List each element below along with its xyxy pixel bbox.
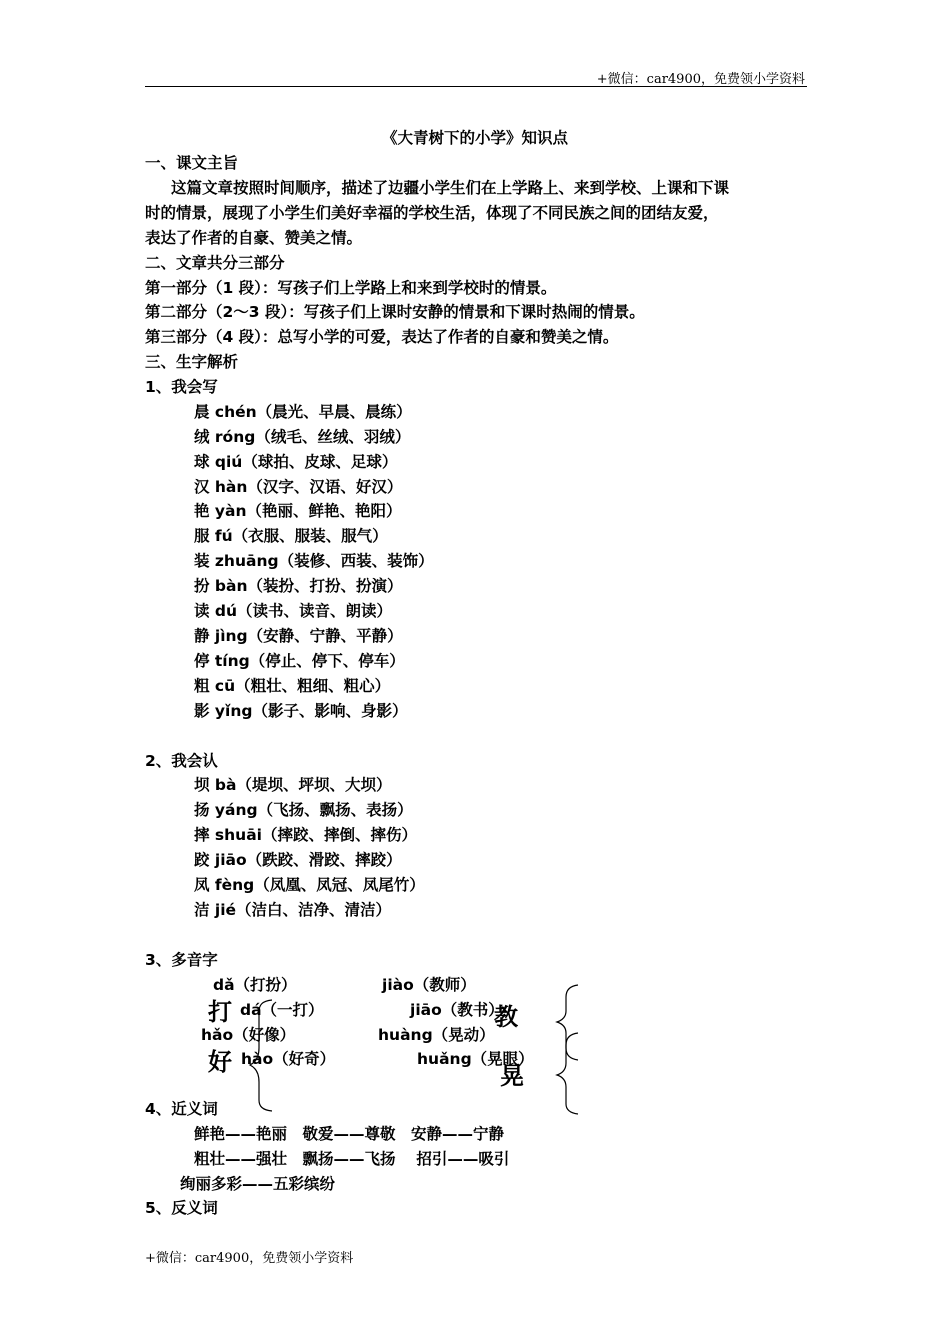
write-item: 停 tíng（停止、停下、停车） [194,652,405,670]
polyphonic-reading: hǎo（好像） [201,1026,296,1044]
synonym-line: 绚丽多彩——五彩缤纷 [180,1175,336,1193]
polyphonic-char-huang: 晃 [500,1062,524,1090]
recognize-item: 洁 jié（洁白、洁净、清洁） [194,901,392,919]
subheading-synonyms: 4、近义词 [145,1100,218,1118]
recognize-item: 摔 shuāi（摔跤、摔倒、摔伤） [194,826,417,844]
recognize-item: 凤 fèng（凤凰、凤冠、凤尾竹） [194,876,425,894]
write-item: 晨 chén（晨光、早晨、晨练） [194,403,412,421]
write-item: 装 zhuāng（装修、西装、装饰） [194,552,434,570]
section-heading-structure: 二、文章共分三部分 [145,254,285,272]
subheading-recognize: 2、我会认 [145,752,218,770]
main-idea-line: 表达了作者的自豪、赞美之情。 [145,229,363,247]
write-item: 球 qiú（球拍、皮球、足球） [194,453,398,471]
polyphonic-char-da: 打 [208,998,232,1026]
write-item: 绒 róng（绒毛、丝绒、羽绒） [194,428,411,446]
write-item: 影 yǐng（影子、影响、身影） [194,702,408,720]
header-text: +微信：car4900，免费领小学资料 [596,72,805,87]
polyphonic-reading: hào（好奇） [241,1050,336,1068]
subheading-write: 1、我会写 [145,378,218,396]
recognize-item: 跤 jiāo（跌跤、滑跤、摔跤） [194,851,402,869]
main-idea-line: 时的情景，展现了小学生们美好幸福的学校生活，体现了不同民族之间的团结友爱， [145,204,719,222]
header-rule [145,86,807,87]
brace-right-bottom-icon [557,1033,578,1114]
recognize-item: 扬 yáng（飞扬、飘扬、表扬） [194,801,413,819]
polyphonic-reading: huàng（晃动） [378,1026,495,1044]
polyphonic-reading: huǎng（晃眼） [417,1050,534,1068]
write-item: 服 fú（衣服、服装、服气） [194,527,388,545]
subheading-polyphonic: 3、多音字 [145,951,218,969]
polyphonic-char-hao: 好 [208,1048,232,1076]
footer-text: +微信：car4900，免费领小学资料 [145,1251,354,1266]
polyphonic-reading: dá（一打） [240,1001,324,1019]
page-title: 《大青树下的小学》知识点 [381,129,568,147]
subheading-antonyms: 5、反义词 [145,1199,218,1217]
synonym-line: 鲜艳——艳丽 敬爱——尊敬 安静——宁静 [194,1125,505,1143]
structure-part: 第三部分（4 段）：总写小学的可爱，表达了作者的自豪和赞美之情。 [145,328,619,346]
polyphonic-reading: dǎ（打扮） [213,976,297,994]
section-heading-characters: 三、生字解析 [145,353,239,371]
write-item: 扮 bàn（装扮、打扮、扮演） [194,577,403,595]
main-idea-line: 这篇文章按照时间顺序，描述了边疆小学生们在上学路上、来到学校、上课和下课 [171,179,730,197]
brace-right-top-icon [557,985,578,1060]
write-item: 静 jìng（安静、宁静、平静） [194,627,403,645]
synonym-line: 粗壮——强壮 飘扬——飞扬 招引——吸引 [194,1150,510,1168]
write-item: 汉 hàn（汉字、汉语、好汉） [194,478,403,496]
section-heading-main-idea: 一、课文主旨 [145,154,239,172]
polyphonic-reading: jiào（教师） [382,976,476,994]
polyphonic-char-jiao: 教 [494,1003,518,1031]
recognize-item: 坝 bà（堤坝、坪坝、大坝） [194,776,392,794]
write-item: 读 dú（读书、读音、朗读） [194,602,393,620]
polyphonic-reading: jiāo（教书） [410,1001,504,1019]
write-item: 粗 cū（粗壮、粗细、粗心） [194,677,391,695]
write-item: 艳 yàn（艳丽、鲜艳、艳阳） [194,502,402,520]
structure-part: 第二部分（2～3 段）：写孩子们上课时安静的情景和下课时热闹的情景。 [145,303,645,321]
structure-part: 第一部分（1 段）：写孩子们上学路上和来到学校时的情景。 [145,279,557,297]
